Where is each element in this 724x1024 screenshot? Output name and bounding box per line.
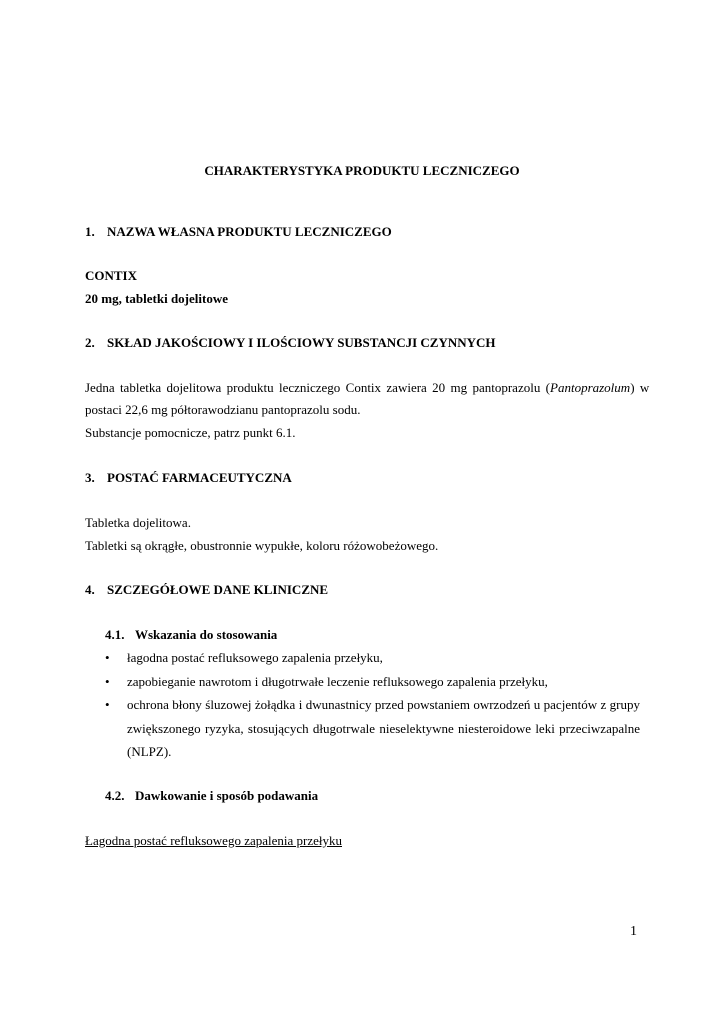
form-line-1: Tabletka dojelitowa.	[85, 515, 191, 530]
subsection-title: Dawkowanie i sposób podawania	[135, 788, 319, 803]
composition-line-3: Substancje pomocnicze, patrz punkt 6.1.	[85, 425, 296, 440]
section-title: SZCZEGÓŁOWE DANE KLINICZNE	[107, 582, 329, 597]
section-number: 4.	[85, 582, 95, 597]
indication-item-line-3: (NLPZ).	[127, 744, 172, 759]
indication-item: zapobieganie nawrotom i długotrwałe leczenie refluksowego zapalenia przełyku,	[127, 674, 548, 689]
composition-line-2: postaci 22,6 mg półtorawodzianu pantoprazolu sodu.	[85, 402, 361, 417]
latin-name: Pantoprazolum	[550, 380, 631, 395]
indication-item-line-1: ochrona błony śluzowej żołądka i dwunastnicy przed powstaniem owrzodzeń u pacjentów z grupy	[127, 697, 640, 712]
section-title: SKŁAD JAKOŚCIOWY I ILOŚCIOWY SUBSTANCJI CZYNNYCH	[107, 335, 496, 350]
subsection-title: Wskazania do stosowania	[135, 627, 278, 642]
bullet-icon: •	[105, 674, 110, 689]
form-line-2: Tabletki są okrągłe, obustronnie wypukłe, koloru różowobeżowego.	[85, 538, 439, 553]
underlined-subheading: Łagodna postać refluksowego zapalenia przełyku	[85, 833, 343, 848]
section-number: 3.	[85, 470, 95, 485]
section-1-heading	[85, 224, 392, 240]
section-title: POSTAĆ FARMACEUTYCZNA	[107, 470, 292, 485]
section-4-heading	[85, 582, 328, 598]
section-2-heading	[85, 335, 496, 351]
section-number: 2.	[85, 335, 95, 350]
section-number: 1.	[85, 224, 95, 239]
subsection-number: 4.1.	[105, 627, 125, 642]
subsection-4-2-heading	[105, 788, 318, 804]
subsection-number: 4.2.	[105, 788, 125, 803]
document-title: CHARAKTERYSTYKA PRODUKTU LECZNICZEGO	[204, 163, 520, 178]
product-form: 20 mg, tabletki dojelitowe	[85, 291, 228, 306]
indication-item-line-2: zwiększonego ryzyka, stosujących długotrwale nieselektywne niesteroidowe leki przeciwzapalne	[127, 721, 640, 736]
composition-line-1	[85, 380, 650, 396]
product-name: CONTIX	[85, 268, 138, 283]
composition-text: Jedna tabletka dojelitowa produktu leczniczego Contix zawiera 20 mg pantoprazolu (Pantoprazolum) w	[85, 380, 650, 395]
section-title: NAZWA WŁASNA PRODUKTU LECZNICZEGO	[107, 224, 392, 239]
bullet-icon: •	[105, 650, 110, 665]
section-3-heading	[85, 470, 292, 486]
bullet-icon: •	[105, 697, 110, 712]
indication-item: łagodna postać refluksowego zapalenia przełyku,	[127, 650, 383, 665]
page-number: 1	[630, 924, 637, 939]
subsection-4-1-heading	[105, 627, 277, 643]
